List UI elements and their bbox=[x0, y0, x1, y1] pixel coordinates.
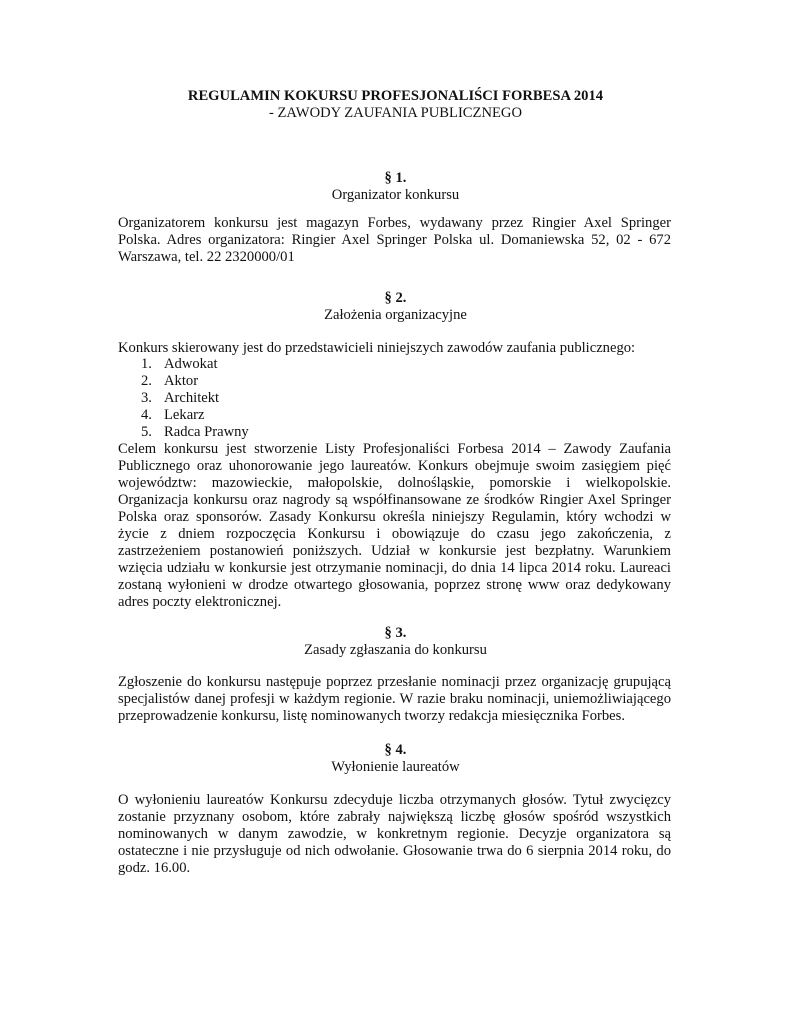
list-item: 1. Adwokat bbox=[141, 356, 218, 372]
section-2-number: § 2. bbox=[384, 290, 407, 306]
section-4-number: § 4. bbox=[384, 742, 407, 758]
section-4-body: O wyłonieniu laureatów Konkursu zdecyduje liczba otrzymanych głosów. Tytuł zwycięzcy zostanie przyznany osobom, które zabrały największą liczbę głosów spośród wszystkich nominowanych w danym zawodzie, w konkretnym regionie. Decyzje organizatora są ostateczne i nie przysługuje od nich odwołanie. Głosowanie trwa do 6 sierpnia 2014 roku, do godz. 16.00. bbox=[118, 792, 671, 876]
section-2-body: Celem konkursu jest stworzenie Listy Profesjonaliści Forbesa 2014 – Zawody Zaufania Publicznego oraz uhonorowanie jego laureatów. Konkurs obejmuje swoim zasięgiem pięć województw: mazowieckie, małopolskie, dolnośląskie, pomorskie i wielkopolskie. Organizacja konkursu oraz nagrody są współfinansowane ze środków Ringier Axel Springer Polska oraz sponsorów. Zasady Konkursu określa niniejszy Regulamin, który wchodzi w życie z dniem rozpoczęcia Konkursu i obowiązuje do czasu jego zakończenia, z zastrzeżeniem postanowień poniższych. Udział w konkursie jest bezpłatny. Warunkiem wzięcia udziału w konkursie jest otrzymanie nominacji, do dnia 14 lipca 2014 roku. Laureaci zostaną wyłonieni w drodze otwartego głosowania, poprzez stronę www oraz dedykowany adres poczty elektronicznej. bbox=[118, 441, 671, 610]
list-item: 3. Architekt bbox=[141, 390, 220, 406]
section-1-header bbox=[0, 170, 791, 204]
section-3-header bbox=[0, 625, 791, 659]
section-2-intro: Konkurs skierowany jest do przedstawicieli niniejszych zawodów zaufania publicznego: bbox=[118, 340, 636, 356]
section-1-number: § 1. bbox=[384, 170, 407, 186]
list-item: 5. Radca Prawny bbox=[141, 424, 249, 440]
title-line-2: - ZAWODY ZAUFANIA PUBLICZNEGO bbox=[269, 105, 522, 121]
list-item: 2. Aktor bbox=[141, 373, 199, 389]
section-3-number: § 3. bbox=[384, 625, 407, 641]
section-2-heading: Założenia organizacyjne bbox=[324, 307, 467, 323]
list-item: 4. Lekarz bbox=[141, 407, 205, 423]
section-3-body: Zgłoszenie do konkursu następuje poprzez przesłanie nominacji przez organizację grupującą specjalistów danej profesji w każdym regionie. W razie braku nominacji, uniemożliwiającego przeprowadzenie konkursu, listę nominowanych tworzy redakcja miesięcznika Forbes. bbox=[118, 674, 671, 724]
profession-list bbox=[118, 356, 249, 441]
section-3-heading: Zasady zgłaszania do konkursu bbox=[304, 642, 487, 658]
section-1-heading: Organizator konkursu bbox=[331, 187, 460, 203]
title-line-1: REGULAMIN KOKURSU PROFESJONALIŚCI FORBESA 2014 bbox=[187, 88, 604, 104]
section-1-body: Organizatorem konkursu jest magazyn Forbes, wydawany przez Ringier Axel Springer Polska. Adres organizatora: Ringier Axel Springer Polska ul. Domaniewska 52, 02 ‑ 672 Warszawa, tel. 22 2320000/01 bbox=[118, 215, 671, 265]
section-4-heading: Wyłonienie laureatów bbox=[331, 759, 460, 775]
section-2-header bbox=[0, 290, 791, 324]
section-4-header bbox=[0, 742, 791, 776]
document-title bbox=[0, 88, 791, 122]
